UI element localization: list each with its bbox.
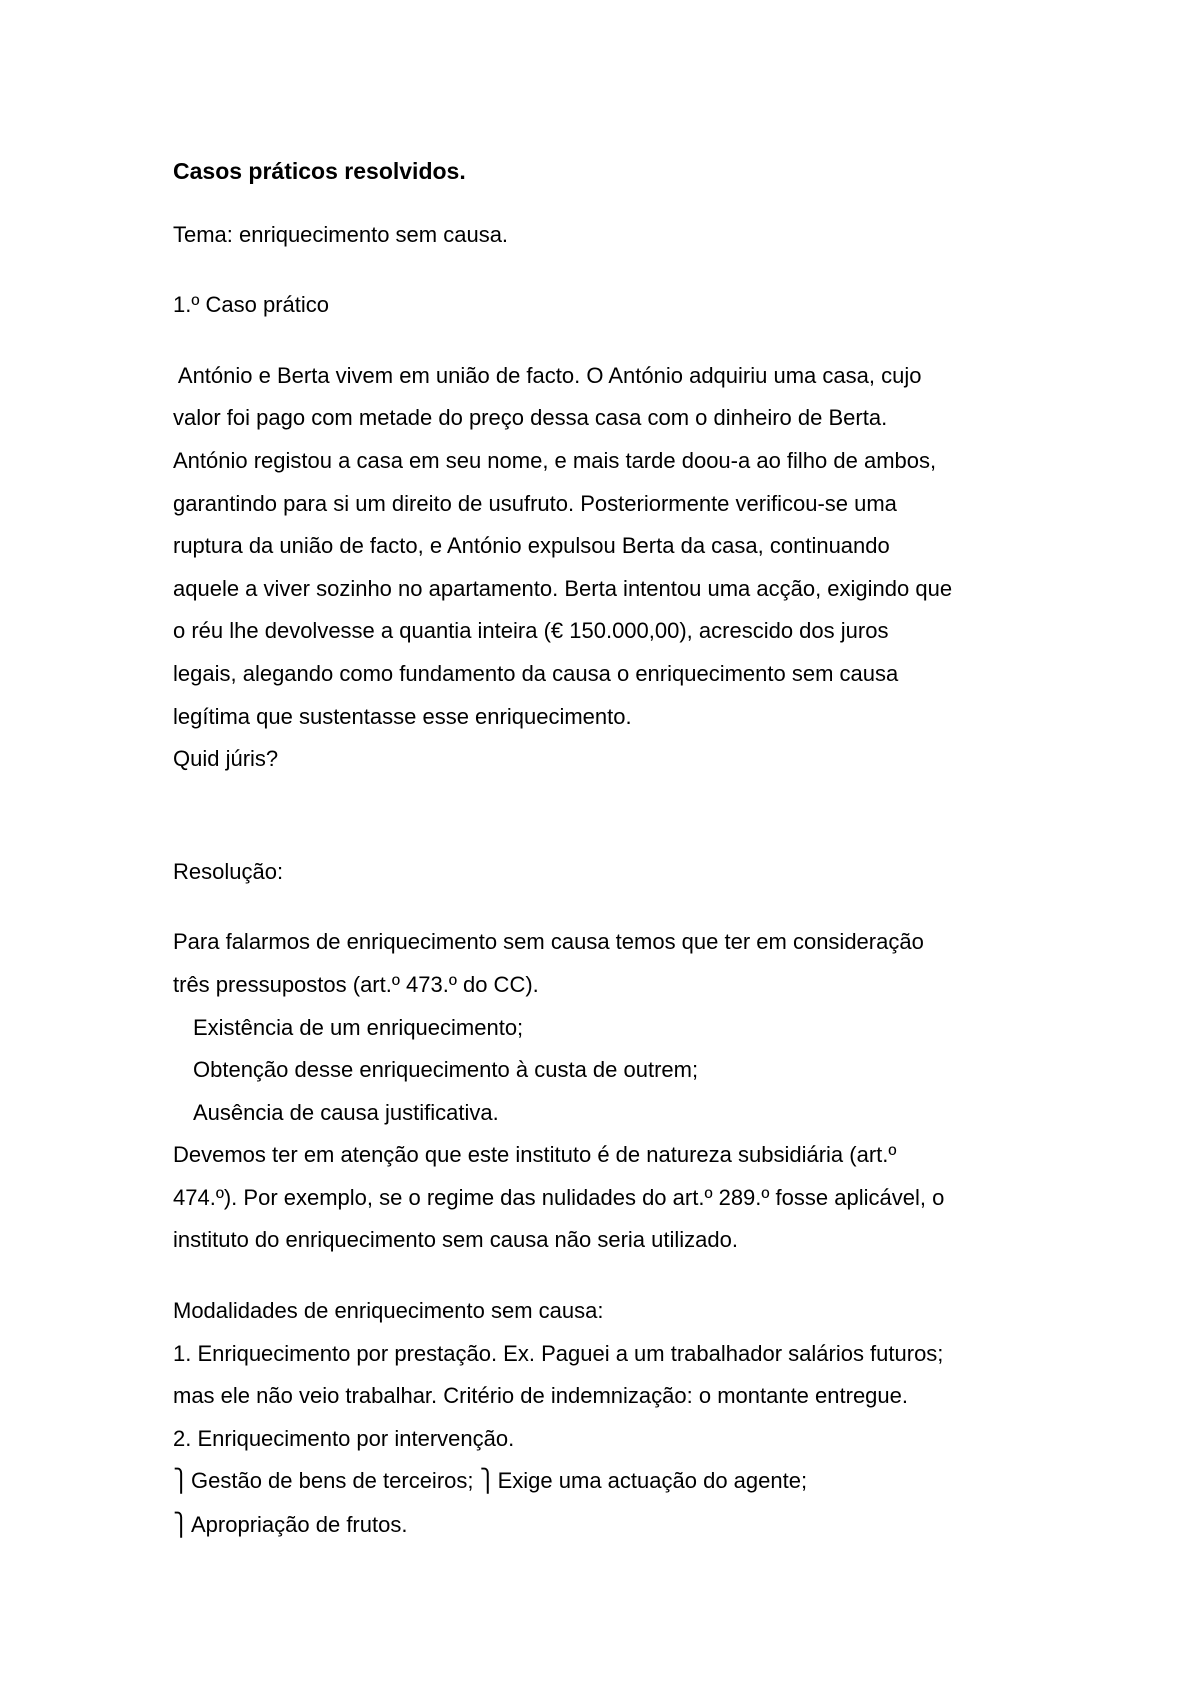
bracket-icon: ⎫ <box>173 1469 190 1495</box>
subsidiaria-line: instituto do enriquecimento sem causa não seria utilizado. <box>173 1227 738 1253</box>
pressuposto-item: Existência de um enriquecimento; <box>193 1014 524 1040</box>
modalidade-line: 1. Enriquecimento por prestação. Ex. Paguei a um trabalhador salários futuros; <box>173 1340 944 1366</box>
caso-line: aquele a viver sozinho no apartamento. Berta intentou uma acção, exigindo que <box>173 575 953 601</box>
subsidiaria-line: 474.º). Por exemplo, se o regime das nulidades do art.º 289.º fosse aplicável, o <box>173 1184 945 1210</box>
intro-paragraph <box>173 921 1053 1262</box>
caso-heading: 1.º Caso prático <box>173 292 329 318</box>
subsidiaria-line: Devemos ter em atenção que este instituto é de natureza subsidiária (art.º <box>173 1142 897 1168</box>
caso-line: legais, alegando como fundamento da causa o enriquecimento sem causa <box>173 660 899 686</box>
intro-line: três pressupostos (art.º 473.º do CC). <box>173 971 539 997</box>
caso-line: garantindo para si um direito de usufruto. Posteriormente verificou-se uma <box>173 490 897 516</box>
intervencao-line-2 <box>173 1504 1053 1548</box>
pressuposto-item: Obtenção desse enriquecimento à custa de outrem; <box>193 1057 699 1083</box>
caso-line: António e Berta vivem em união de facto. O António adquiriu uma casa, cujo <box>173 362 922 388</box>
caso-line: legítima que sustentasse esse enriquecimento. <box>173 703 632 729</box>
document-title: Casos práticos resolvidos. <box>173 158 466 184</box>
modalidades-heading: Modalidades de enriquecimento sem causa: <box>173 1298 604 1324</box>
intervencao-note: Exige uma actuação do agente; <box>497 1468 808 1494</box>
document-page <box>173 150 1053 1548</box>
intervencao-line-1 <box>173 1460 1053 1504</box>
resolucao-heading: Resolução: <box>173 858 284 884</box>
intervencao-item: Gestão de bens de terceiros; <box>191 1468 474 1494</box>
bracket-icon: ⎫ <box>479 1469 497 1495</box>
quid-juris: Quid júris? <box>173 746 279 772</box>
modalidade-line: mas ele não veio trabalhar. Critério de indemnização: o montante entregue. <box>173 1383 908 1409</box>
intro-line: Para falarmos de enriquecimento sem causa temos que ter em consideração <box>173 929 924 955</box>
caso-line: valor foi pago com metade do preço dessa casa com o dinheiro de Berta. <box>173 405 888 431</box>
modalidades-section <box>173 1290 1053 1548</box>
caso-paragraph <box>173 355 1053 781</box>
tema-line: Tema: enriquecimento sem causa. <box>173 221 509 247</box>
bracket-icon: ⎫ <box>173 1513 190 1539</box>
intervencao-item: Apropriação de frutos. <box>191 1512 408 1538</box>
caso-line: António registou a casa em seu nome, e mais tarde doou-a ao filho de ambos, <box>173 447 937 473</box>
caso-line: ruptura da união de facto, e António expulsou Berta da casa, continuando <box>173 533 890 559</box>
modalidade-line: 2. Enriquecimento por intervenção. <box>173 1425 515 1451</box>
pressuposto-item: Ausência de causa justificativa. <box>193 1099 499 1125</box>
caso-line: o réu lhe devolvesse a quantia inteira (€ 150.000,00), acrescido dos juros <box>173 618 889 644</box>
